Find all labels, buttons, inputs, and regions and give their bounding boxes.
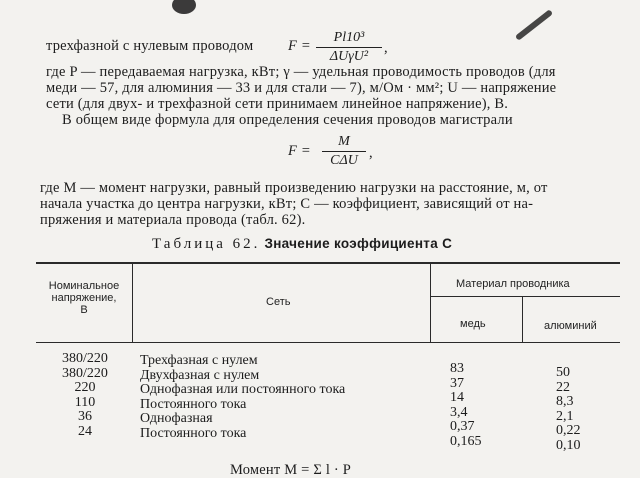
column-network — [140, 354, 345, 441]
table-cell-copper: 0,165 — [450, 433, 482, 449]
para3-line-3: пряжения и материала провода (табл. 62). — [40, 212, 306, 228]
column-copper — [450, 362, 482, 449]
formula1-tail: , — [384, 40, 388, 56]
formula1-fraction — [316, 30, 382, 65]
header-material: Материал проводника — [456, 278, 570, 290]
ink-blot — [172, 0, 196, 14]
para3-line-2: начала участка до центра нагрузки, кВт; C — коэффициент, зависящий от на- — [40, 196, 534, 212]
table-cell-aluminum: 8,3 — [556, 394, 574, 409]
formula2-lhs: F = — [288, 143, 311, 159]
table-cell-network: Однофазная или постоянного тока — [140, 382, 346, 397]
table-col-divider-1 — [132, 262, 133, 343]
formula2-numerator: M — [338, 134, 350, 149]
table-cell-copper: 3,4 — [450, 404, 468, 420]
formula2-fraction — [322, 134, 366, 169]
header-voltage-line-1: Номинальное — [48, 280, 120, 292]
header-network: Сеть — [266, 296, 291, 308]
table-cell-voltage: 220 — [74, 380, 96, 395]
table-cell-network: Однофазная — [140, 411, 213, 426]
header-voltage-line-3: В — [80, 304, 88, 316]
table-caption-title: Значение коэффициента C — [264, 236, 453, 251]
table-cell-network: Постоянного тока — [140, 425, 247, 441]
table-cell-copper: 0,37 — [450, 419, 475, 434]
table-cell-voltage: 380/220 — [62, 365, 108, 381]
table-caption-label: Таблица 62. — [152, 236, 261, 252]
para1-line-1: где P — передаваемая нагрузка, кВт; γ — удельная проводимость проводов (для — [46, 64, 556, 80]
para1-line-3: сети (для двух- и трехфазной сети принимаем линейное напряжение), В. — [46, 96, 509, 112]
footer-fragment: Момент M = Σ l · P — [230, 462, 351, 478]
table-cell-network: Трехфазная с нулем — [140, 353, 258, 368]
table-cell-voltage: 36 — [78, 409, 92, 424]
table-cell-aluminum: 0,22 — [556, 423, 581, 438]
formula2-tail: , — [369, 145, 373, 161]
column-aluminum — [556, 366, 581, 453]
fraction-bar — [316, 47, 382, 48]
para3-line-1: где M — момент нагрузки, равный произведению нагрузки на расстояние, м, от — [40, 180, 548, 196]
fraction-bar — [322, 151, 366, 152]
table-top-rule — [36, 262, 620, 264]
table-cell-network: Двухфазная с нулем — [140, 367, 260, 383]
ink-scratch — [515, 9, 553, 41]
table-col-divider-2 — [430, 262, 431, 343]
table-cell-aluminum: 0,10 — [556, 437, 581, 453]
header-aluminum: алюминий — [544, 320, 597, 332]
table-cell-copper: 83 — [450, 361, 464, 376]
column-voltage — [40, 352, 130, 439]
formula2-denominator: CΔU — [330, 153, 358, 168]
formula1-intro: трехфазной с нулевым проводом — [46, 38, 254, 54]
table-header-bottom-rule — [36, 342, 620, 343]
table-cell-network: Постоянного тока — [140, 396, 247, 412]
formula1-lhs: F = — [288, 38, 311, 54]
table-cell-voltage: 24 — [78, 423, 92, 439]
para2: В общем виде формула для определения сечения проводов магистрали — [62, 112, 513, 128]
table-col-divider-3 — [522, 296, 523, 343]
table-cell-voltage: 380/220 — [62, 351, 108, 366]
header-voltage — [38, 280, 130, 316]
header-copper: медь — [460, 318, 486, 330]
table-cell-aluminum: 50 — [556, 365, 570, 380]
para1-line-2: меди — 57, для алюминия — 33 и для стали — 7), м/Ом · мм²; U — напряжение — [46, 80, 557, 96]
table-cell-voltage: 110 — [74, 394, 96, 410]
header-voltage-line-2: напряжение, — [51, 292, 117, 304]
table-cell-copper: 14 — [450, 390, 464, 405]
table-cell-copper: 37 — [450, 375, 464, 391]
table-cell-aluminum: 22 — [556, 379, 570, 395]
formula1-denominator: ΔUγU² — [329, 49, 369, 64]
table-cell-aluminum: 2,1 — [556, 408, 574, 424]
table-material-rule — [430, 296, 620, 297]
table-caption — [152, 236, 452, 253]
formula1-numerator: Pl10³ — [333, 30, 365, 45]
